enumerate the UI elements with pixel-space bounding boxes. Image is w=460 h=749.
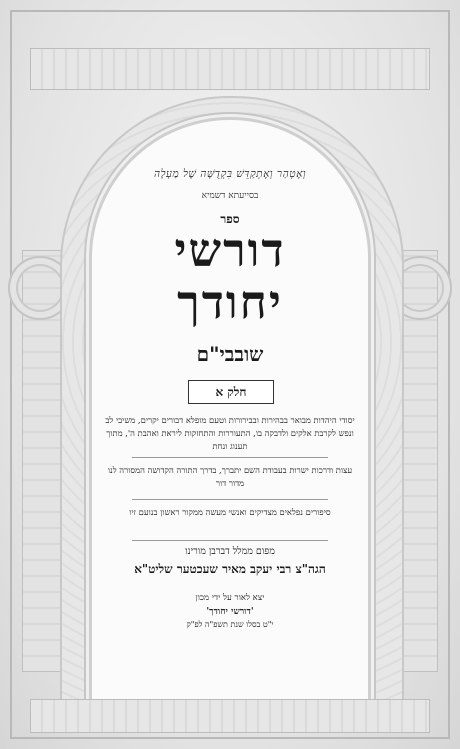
sefer-label: ספר bbox=[220, 212, 240, 226]
book-title-line1: דורשי bbox=[174, 223, 286, 277]
publisher-name: 'דורשי יחודך' bbox=[206, 607, 254, 617]
book-title-line2: יחודך bbox=[177, 275, 283, 329]
bottom-ornament-band bbox=[30, 699, 430, 733]
publication-date: י"ט בסלו שנת תשפ"ה לפ"ק bbox=[186, 620, 274, 629]
siyata-dishmaya: בסייעתא דשמיא bbox=[201, 191, 259, 201]
arch-inscription: וְאֶטְהַר וְאֶתְקַדֵּשׁ בִּקְדֻשָּׁה שֶׁל מַעְלָה bbox=[153, 168, 307, 180]
description-paragraph-3: סיפורים נפלאים מצדיקים ואנשי מעשה ממקור ראשון בנועם זיו bbox=[129, 507, 331, 517]
description-paragraph-1: יסודי היהדות מבואר בבהירות ובבירורות וטעם מופלא דבורים יקרים, משיבי לב ונפש לקרבת אלקים ולדבקה בו, התעוררות והתחזקות ליראת ואהבת ה', מתוך תענוג ונחת bbox=[105, 415, 355, 451]
cover-content bbox=[92, 120, 368, 700]
author-name: הגה"צ רבי יעקב מאיר שעכטער שליט"א bbox=[134, 562, 326, 576]
divider bbox=[132, 499, 328, 500]
author-intro: מפום ממלל דברבן מורינו bbox=[185, 546, 275, 557]
book-subtitle: שובבי"ם bbox=[196, 342, 264, 366]
publisher-line-1: יצא לאור על ידי מכון bbox=[195, 593, 265, 603]
top-ornament-band bbox=[30, 48, 430, 90]
divider bbox=[132, 457, 328, 458]
divider bbox=[132, 540, 328, 541]
part-badge: חלק א bbox=[188, 380, 274, 404]
description-paragraph-2: עצות ודרכות ישרות בעבודת השם יתברך, בדרך התורה הקדושה המסורה לנו מדור דור bbox=[107, 465, 353, 488]
